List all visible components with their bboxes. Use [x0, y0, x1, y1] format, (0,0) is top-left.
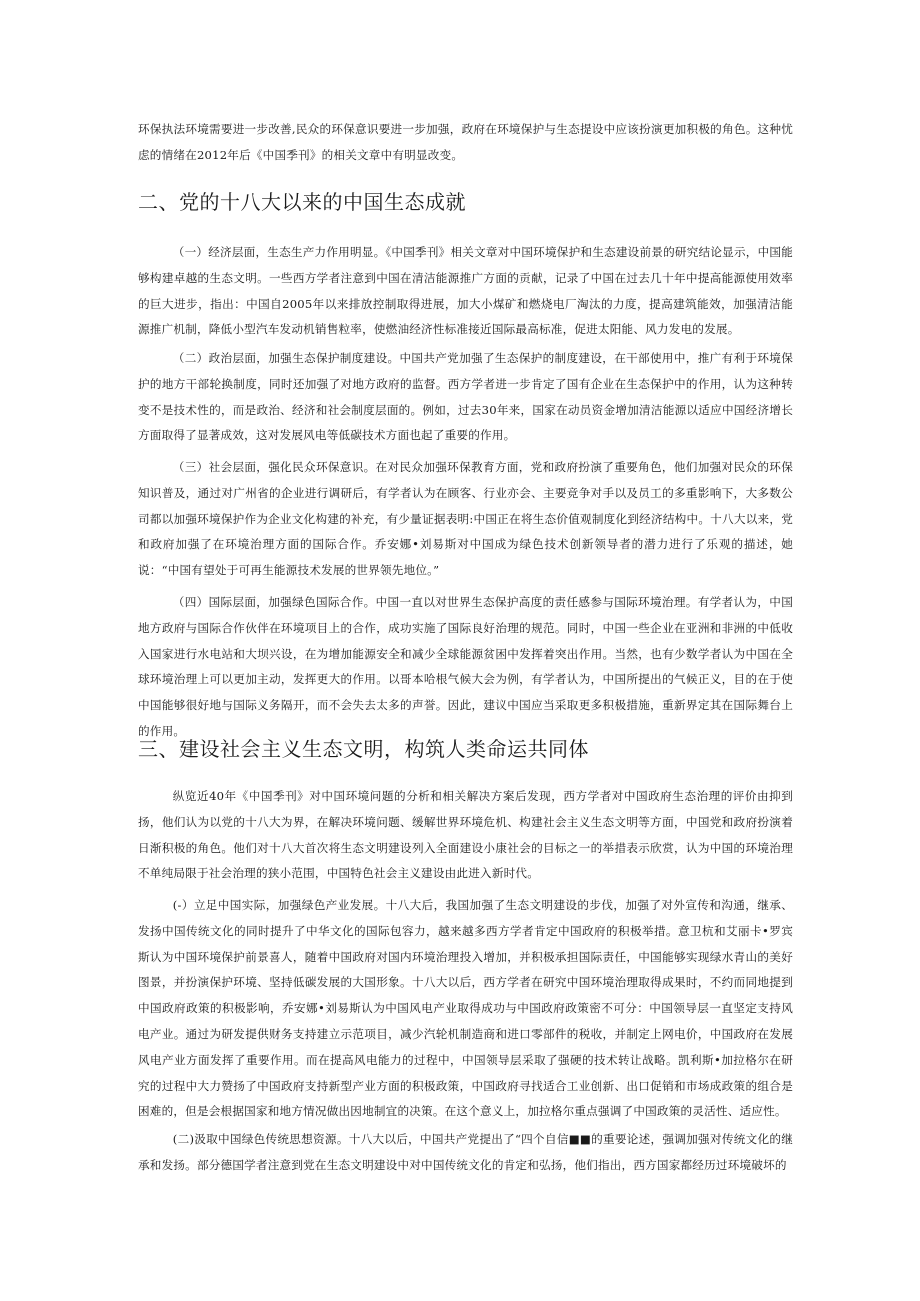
section-3-paragraph-2: (-）立足中国实际，加强绿色产业发展。十八大后，我国加强了生态文明建设的步伐，加强了对外宣传和沟通，继承、发扬中国传统文化的同时提升了中华文化的国际包容力，越来越多西方学者肯定中国政府的积极举措。意卫杭和艾丽卡•罗宾斯认为中国环境保护前景喜人，随着中国政府对国内环境治理投入增加，并积极承担国际责任，中国能够实现绿水青山的美好图景，并扮演保护环境、坚持低碳发展的大国形象。十八大以后，西方学者在研究中国环境治理取得成果时，不约而同地提到中国政府政策的积极影响，乔安娜•刘易斯认为中国风电产业取得成功与中国政府政策密不可分：中国领导层一直坚定支持风电产业。通过为研发提供财务支持建立示范项目，减少汽轮机制造商和进口零部件的税收，并制定上网电价，中国政府在发展风电产业方面发挥了重要作用。而在提高风电能力的过程中，中国领导层采取了强硬的技术转让战略。凯利斯•加拉格尔在研究的过程中大力赞扬了中国政府支持新型产业方面的积极政策，中国政府寻找适合工业创新、出口促销和市场成政策的组合是困难的，但是会根据国家和地方情况做出因地制宜的决策。在这个意义上，加拉格尔重点强调了中国政策的灵活性、适应性。	[138, 898, 793, 1119]
section-3-heading: 三、建设社会主义生态文明，构筑人类命运共同体	[138, 737, 589, 761]
section-3-paragraph-1: 纵览近40年《中国季刊》对中国环境问题的分析和相关解决方案后发现，西方学者对中国政府生态治理的评价由抑到扬，他们认为以党的十八大为界，在解决环境问题、缓解世界环境危机、构建社会主义生态文明等方面，中国党和政府扮演着日渐积极的角色。他们对十八大首次将生态文明建设列入全面建设小康社会的目标之一的举措表示欣赏，认为中国的环境治理不单纯局限于社会治理的狭小范围，中国特色社会主义建设由此进入新时代。	[138, 789, 793, 881]
section-2-paragraph-3: （三）社会层面，强化民众环保意识。在对民众加强环保教育方面，党和政府扮演了重要角色，他们加强对民众的环保知识普及，通过对广州省的企业进行调研后，有学者认为在顾客、行业亦会、主要竞争对手以及员工的多重影响下，大多数公司都以加强环境保护作为企业文化构建的补充，有少量证据表明:中国正在将生态价值观制度化到经济结构中。十八大以来，党和政府加强了在环境治理方面的国际合作。乔安娜•刘易斯对中国成为绿色技术创新领导者的潜力进行了乐观的描述，她说：“中国有望处于可再生能源技术发展的世界领先地位。”	[138, 460, 793, 578]
section-2-paragraph-2: （二）政治层面，加强生态保护制度建设。中国共产党加强了生态保护的制度建设，在干部使用中，推广有利于环境保护的地方干部轮换制度，同时还加强了对地方政府的监督。西方学者进一步肯定了国有企业在生态保护中的作用，认为这种转变不是技术性的，而是政治、经济和社会制度层面的。例如，过去30年来，国家在动员资金增加清洁能源以适应中国经济增长方面取得了显著成效，这对发展风电等低碳技术方面也起了重要的作用。	[138, 351, 793, 443]
section-3-paragraph-3: (二)汲取中国绿色传统思想资源。十八大以后，中国共产党提出了“四个自信■■的重要论述，强调加强对传统文化的继承和发扬。部分德国学者注意到党在生态文明建设中对中国传统文化的肯定和弘扬，他们指出，西方国家都经历过环境破坏的	[138, 1132, 793, 1172]
section-2-heading: 二、党的十八大以来的中国生态成就	[138, 190, 466, 214]
section-2-paragraph-1: （一）经济层面，生态生产力作用明显。《中国季刊》相关文章对中国环境保护和生态建设前景的研究结论显示，中国能够构建卓越的生态文明。一些西方学者注意到中国在清洁能源推广方面的贡献，记录了中国在过去几十年中提高能源使用效率的巨大进步，指出：中国自2005年以来排放控制取得进展，加大小煤矿和燃烧电厂淘汰的力度，提高建筑能效，加强清洁能源推广机制，降低小型汽车发动机销售粒率，使燃油经济性标准接近国际最高标准，促进太阳能、风力发电的发展。	[138, 245, 793, 337]
intro-paragraph: 环保执法环境需要进一步改善,民众的环保意识要进一步加强，政府在环境保护与生态提设中应该扮演更加积极的角色。这种忧虑的情绪在2012年后《中国季刊》的相关文章中有明显改变。	[138, 122, 793, 162]
section-2-paragraph-4: （四）国际层面，加强绿色国际合作。中国一直以对世界生态保护高度的责任感参与国际环境治理。有学者认为，中国地方政府与国际合作伙伴在环境项目上的合作，成功实施了国际良好治理的规范。同时，中国一些企业在亚洲和非洲的中低收入国家进行水电站和大坝兴设，在为增加能源安全和减少全球能源贫困中发挥着突出作用。当然，也有少数学者认为中国在全球环境治理上可以更加主动，发挥更大的作用。以哥本哈根气候大会为例，有学者认为，中国所提出的气候正义，目的在于使中国能够很好地与国际义务隔开，而不会失去太多的声誉。因此，建议中国应当采取更多积极措施，重新界定其在国际舞台上的作用。	[138, 595, 793, 738]
